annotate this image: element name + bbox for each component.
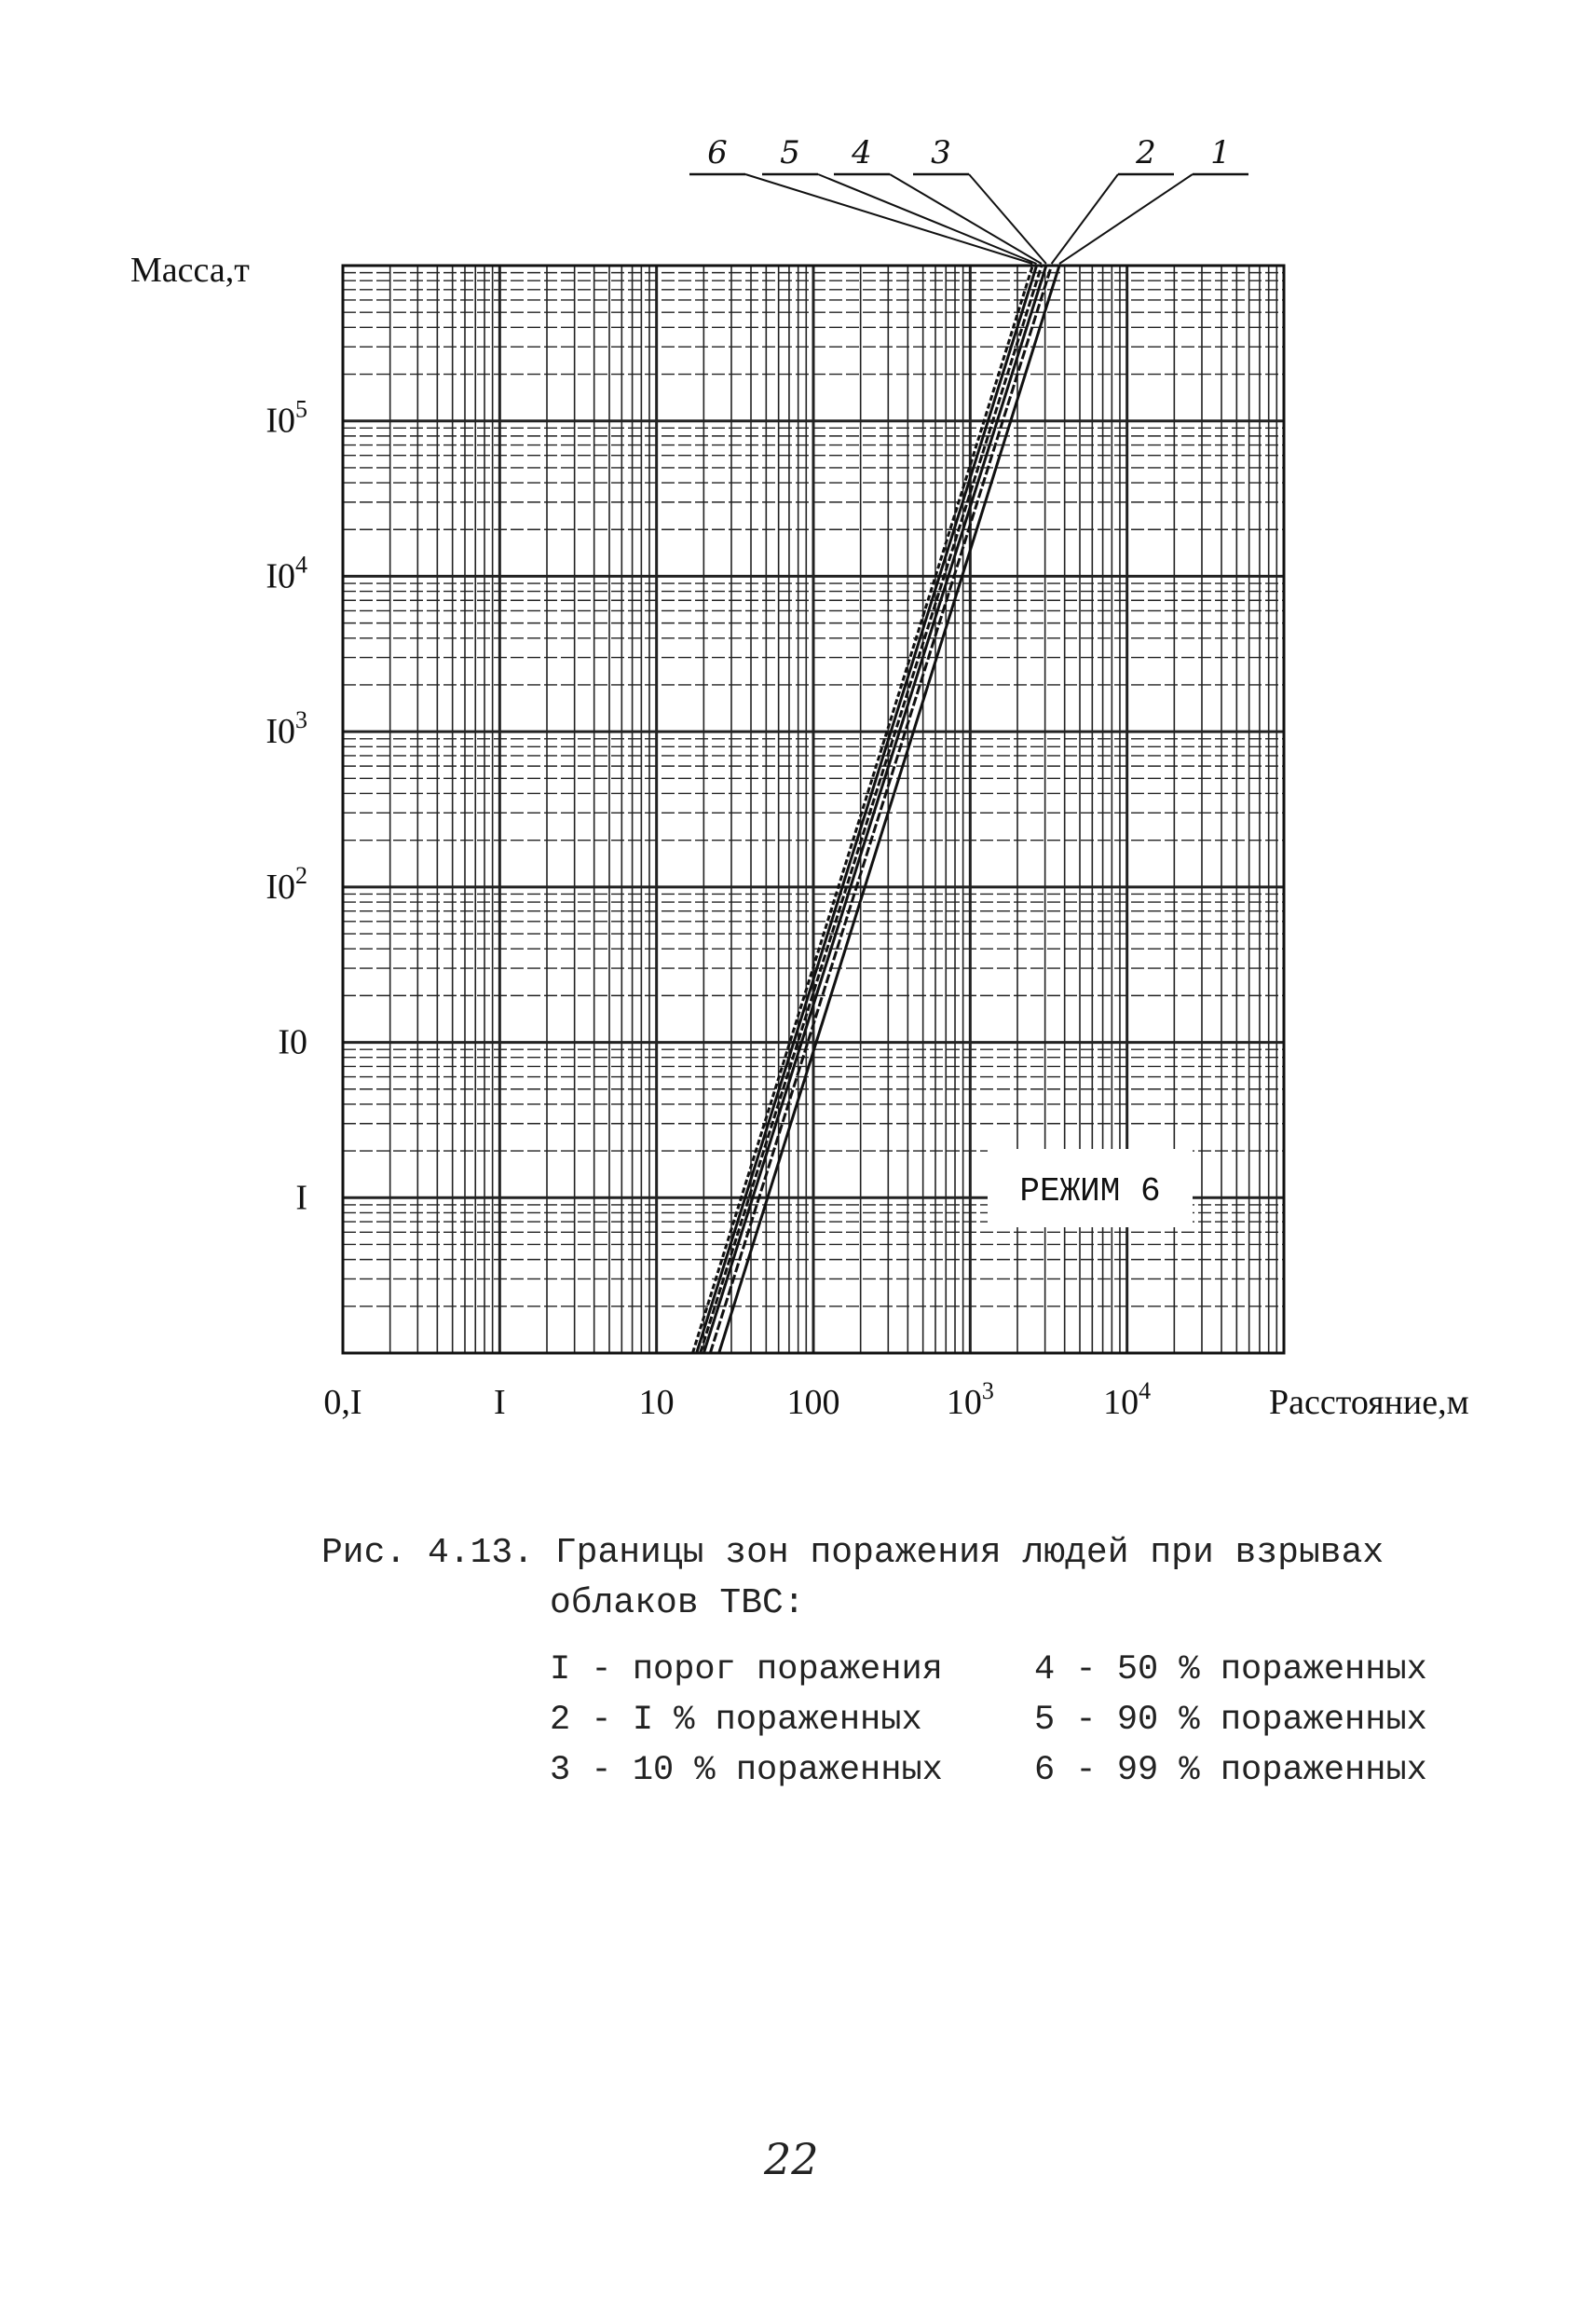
x-tick-label: 100 — [786, 1383, 840, 1422]
x-tick-label: 10 — [638, 1383, 675, 1422]
figure-caption — [321, 1528, 1384, 1629]
series-callout-label: 4 — [852, 134, 872, 171]
series-callout-label: 2 — [1136, 134, 1156, 171]
x-axis-label: Расстояние,м — [1269, 1383, 1469, 1422]
callout-leader — [745, 174, 1032, 264]
legend-item: 4 - 50 % пораженных — [1034, 1650, 1427, 1689]
legend-item: 2 - I % пораженных — [550, 1701, 922, 1740]
y-axis-label: Масса,т — [130, 251, 250, 290]
series-callout-label: 5 — [780, 134, 800, 171]
legend-item: 3 - 10 % пораженных — [550, 1751, 943, 1790]
y-tick-label: $I0^5$ — [266, 395, 307, 441]
x-tick-label: I — [494, 1383, 506, 1422]
callout-leader — [818, 174, 1037, 264]
y-tick-label: $I0^2$ — [266, 861, 307, 907]
series-line-6 — [692, 266, 1032, 1353]
callout-leader — [890, 174, 1042, 264]
legend-list — [550, 1645, 1481, 1796]
page-number: 22 — [764, 2134, 819, 2184]
series-line-5 — [697, 266, 1037, 1353]
callout-leader — [1059, 174, 1193, 264]
y-tick-label: $I0^3$ — [266, 706, 307, 752]
mode-annotation-text: РЕЖИМ 6 — [1019, 1172, 1161, 1210]
caption-line-1: Рис. 4.13. Границы зон поражения людей при взрывах — [321, 1533, 1385, 1573]
legend-item: I - порог поражения — [550, 1650, 943, 1689]
series-callout-label: 1 — [1210, 134, 1231, 171]
callout-leader — [969, 174, 1046, 264]
y-tick-label: $I0^4$ — [266, 551, 307, 596]
caption-line-2: облаков ТВС: — [550, 1583, 805, 1623]
series-callout-label: 6 — [707, 134, 728, 171]
series-callout-label: 3 — [931, 134, 951, 171]
x-tick-label: 0,I — [323, 1383, 362, 1422]
x-tick-label: $10^3$ — [946, 1377, 994, 1422]
callout-leader — [1052, 174, 1118, 264]
y-tick-label: I0 — [278, 1022, 307, 1062]
mode-annotation — [988, 1149, 1193, 1227]
series-callouts — [689, 134, 1248, 264]
legend-item: 5 - 90 % пораженных — [1034, 1701, 1427, 1740]
y-tick-label: I — [295, 1178, 307, 1218]
legend-item: 6 - 99 % пораженных — [1034, 1751, 1427, 1790]
x-tick-label: $10^4$ — [1103, 1377, 1152, 1422]
